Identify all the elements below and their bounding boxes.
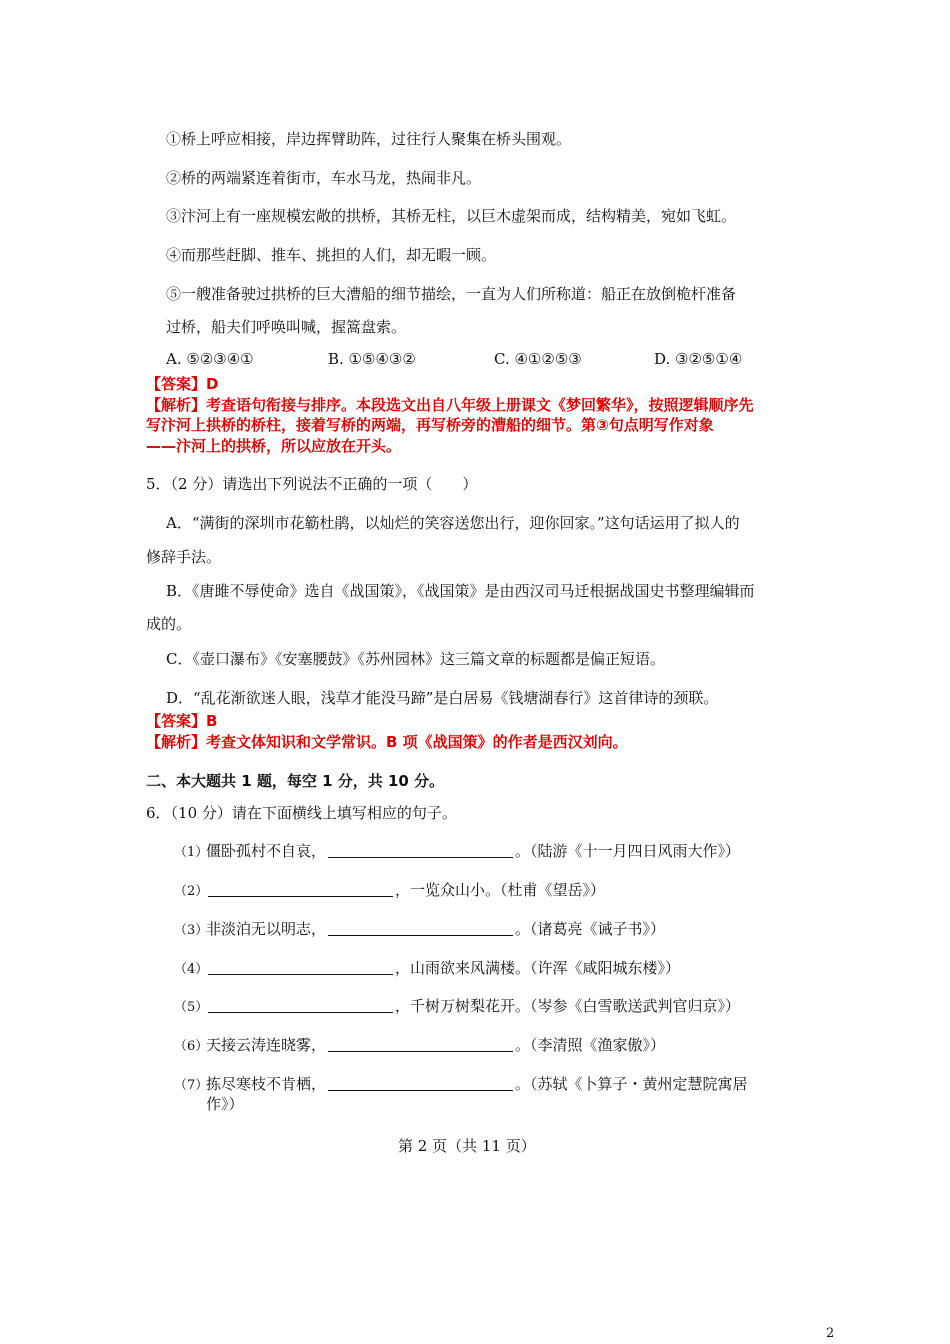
answer-blank[interactable] [328, 843, 513, 858]
q6-line-6 [174, 1034, 665, 1055]
q6-line-5 [174, 995, 740, 1016]
q4-answer: 【答案】D [146, 375, 219, 393]
q5-stem: 5．（2 分）请选出下列说法不正确的一项（ ） [146, 475, 478, 493]
q6-line-suffix: ，一览众山小。（杜甫《望岳》） [395, 881, 606, 899]
answer-blank[interactable] [328, 921, 513, 936]
q4-analysis-line-3: ——汴河上的拱桥，所以应放在开头。 [146, 437, 402, 455]
q6-line-prefix: 拣尽寒枝不肯栖， [206, 1075, 327, 1093]
answer-blank[interactable] [328, 1076, 513, 1091]
q4-option-a: A. ⑤②③④① [166, 350, 254, 368]
q4-option-d: D. ③②⑤①④ [654, 350, 743, 368]
q6-line-number: （4） [174, 962, 209, 977]
q4-analysis-line-2: 写汴河上拱桥的桥柱，接着写桥的两端，再写桥旁的漕船的细节。第③句点明写作对象 [146, 416, 714, 434]
q5-option-a-cont: 修辞手法。 [146, 548, 222, 566]
q5-option-b: B．《唐雎不辱使命》选自《战国策》，《战国策》是由西汉司马迁根据战国史书整理编辑而 [166, 582, 755, 600]
answer-blank[interactable] [328, 1037, 513, 1052]
q6-line-suffix: ，山雨欲来风满楼。（许浑《咸阳城东楼》） [395, 959, 681, 977]
q6-line-suffix: 。（李清照《渔家傲》） [515, 1036, 666, 1054]
q5-option-a: A．“满街的深圳市花簕杜鹃，以灿烂的笑容送您出行，迎你回家。”这句话运用了拟人的 [166, 514, 740, 532]
q6-line-suffix: 。（苏轼《卜算子・黄州定慧院寓居 [515, 1075, 748, 1093]
q5-analysis: 【解析】考查文体知识和文学常识。B 项《战国策》的作者是西汉刘向。 [146, 733, 628, 751]
q6-line-prefix: 非淡泊无以明志， [206, 920, 327, 938]
q5-option-c: C．《壶口瀑布》《安塞腰鼓》《苏州园林》这三篇文章的标题都是偏正短语。 [166, 650, 665, 668]
q6-line-number: （1） [174, 845, 209, 860]
q5-option-b-cont: 成的。 [146, 615, 192, 633]
q6-line-number: （3） [174, 923, 209, 938]
answer-blank[interactable] [208, 960, 393, 975]
q6-line-3 [174, 918, 665, 939]
q4-analysis-line-1: 【解析】考查语句衔接与排序。本段选文出自八年级上册课文《梦回繁华》，按照逻辑顺序先 [146, 396, 754, 414]
q6-line-7-cont: 作》） [206, 1095, 244, 1113]
q6-line-suffix: 。（陆游《十一月四日风雨大作》） [515, 842, 741, 860]
q6-line-1 [174, 840, 740, 861]
q6-line-number: （2） [174, 884, 209, 899]
q4-item-5: ⑤一艘准备驶过拱桥的巨大漕船的细节描绘，一直为人们所称道：船正在放倒桅杆准备 [166, 285, 737, 303]
q4-item-5-cont: 过桥，船夫们呼唤叫喊，握篙盘索。 [166, 318, 407, 336]
section-2-title: 二、本大题共 1 题，每空 1 分，共 10 分。 [146, 772, 445, 790]
q4-item-3: ③汴河上有一座规模宏敞的拱桥，其桥无柱，以巨木虚架而成，结构精美，宛如飞虹。 [166, 207, 737, 225]
q6-line-2 [174, 879, 605, 900]
q6-line-number: （7） [174, 1078, 209, 1093]
q6-line-prefix: 僵卧孤村不自哀， [206, 842, 327, 860]
q6-line-4 [174, 957, 680, 978]
q6-line-prefix: 天接云涛连晓雾， [206, 1036, 327, 1054]
q4-item-2: ②桥的两端紧连着街市，车水马龙，热闹非凡。 [166, 169, 482, 187]
q6-line-7 [174, 1073, 748, 1094]
q5-answer: 【答案】B [146, 712, 218, 730]
q4-option-c: C. ④①②⑤③ [494, 350, 582, 368]
q6-line-suffix: 。（诸葛亮《诫子书》） [515, 920, 666, 938]
q4-item-1: ①桥上呼应相接，岸边挥臂助阵，过往行人聚集在桥头围观。 [166, 130, 572, 148]
answer-blank[interactable] [208, 998, 393, 1013]
q6-line-number: （5） [174, 1000, 209, 1015]
q4-option-b: B. ①⑤④③② [328, 350, 416, 368]
q5-option-d: D．“乱花渐欲迷人眼，浅草才能没马蹄”是白居易《钱塘湖春行》这首律诗的颈联。 [166, 689, 719, 707]
q6-line-suffix: ，千树万树梨花开。（岑参《白雪歌送武判官归京》） [395, 997, 741, 1015]
q4-item-4: ④而那些赶脚、推车、挑担的人们，却无暇一顾。 [166, 246, 497, 264]
q6-stem: 6．（10 分）请在下面横线上填写相应的句子。 [146, 804, 457, 822]
corner-page-number: 2 [826, 1326, 835, 1341]
q6-line-number: （6） [174, 1039, 209, 1054]
page-number-label: 第 2 页（共 11 页） [398, 1137, 536, 1155]
answer-blank[interactable] [208, 882, 393, 897]
